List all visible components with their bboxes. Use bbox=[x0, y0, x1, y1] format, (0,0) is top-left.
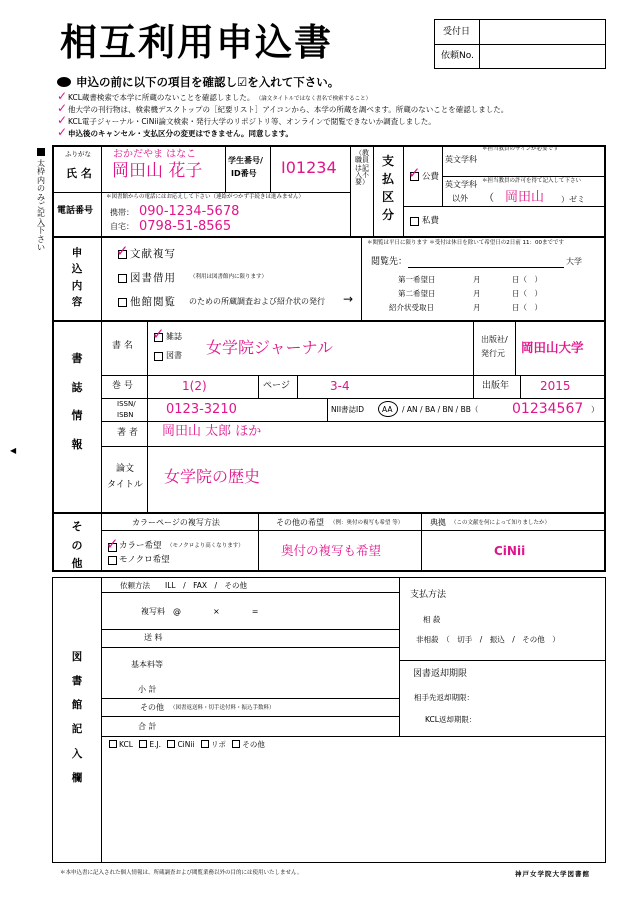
copy-label: 文献複写 bbox=[130, 248, 176, 260]
publisher-label-1: 出版社/ bbox=[481, 335, 508, 344]
issn-label-1: ISSN/ bbox=[117, 400, 136, 408]
checkmark-icon: ✓ bbox=[57, 101, 68, 115]
nii-aa: AA bbox=[382, 405, 393, 414]
title-label: 書 名 bbox=[112, 341, 133, 351]
repository-checkbox[interactable]: リポ bbox=[201, 740, 226, 749]
request-label: 申込内容 bbox=[71, 247, 83, 308]
publisher-value[interactable]: 岡田山大学 bbox=[521, 340, 584, 355]
magazine-label: 雑誌 bbox=[166, 332, 182, 341]
checkmark-icon: ✓ bbox=[57, 125, 68, 139]
mono-option-label: モノクロ希望 bbox=[119, 555, 170, 565]
seminar-value[interactable]: 岡田山 bbox=[505, 190, 545, 205]
ej-checkbox[interactable]: E.J. bbox=[139, 740, 161, 749]
issn-value[interactable]: 0123-3210 bbox=[166, 402, 237, 417]
dept2-note: ＊担当教員の許可を得て記入して下さい bbox=[482, 178, 582, 184]
destination-label: 閲覧先： bbox=[371, 257, 408, 267]
cinii-checkbox[interactable]: CiNii bbox=[167, 740, 194, 749]
other-wish-value[interactable]: 奥付の複写も希望 bbox=[281, 543, 382, 558]
mono-checkbox[interactable] bbox=[108, 556, 117, 565]
checkmark-icon: ✓ bbox=[106, 535, 119, 553]
private-fund-checkbox[interactable] bbox=[410, 217, 419, 226]
checkmark-icon: ✓ bbox=[116, 242, 129, 260]
other-fee-label: その他 bbox=[140, 703, 164, 712]
visit-checkbox[interactable] bbox=[118, 298, 127, 307]
loan-checkbox[interactable] bbox=[118, 274, 127, 283]
color-header: カラーページの複写方法 bbox=[132, 518, 220, 527]
source-note: （この文献を何によって知りましたか） bbox=[451, 520, 551, 526]
biblio-label: 書誌情報 bbox=[71, 352, 83, 451]
home-label: 自宅： bbox=[110, 222, 134, 231]
phone-label: 電話番号 bbox=[57, 206, 94, 216]
checkmark-icon: ✓ bbox=[57, 89, 68, 103]
request-method-line: 依頼方法 ILL / FAX / その他 bbox=[120, 581, 248, 590]
checkmark-icon: ✓ bbox=[57, 113, 68, 127]
title-value[interactable]: 女学院ジャーナル bbox=[206, 338, 333, 357]
dept1-label: 英文学科 bbox=[445, 155, 477, 164]
issn-label-2: ISBN bbox=[117, 411, 134, 419]
library-check-options bbox=[109, 740, 265, 749]
nii-id-value[interactable]: 01234567 bbox=[512, 401, 584, 417]
payment-side-label: （教職員は記入不要） bbox=[355, 149, 369, 187]
source-header: 典拠 bbox=[430, 518, 446, 527]
office-use-box bbox=[434, 19, 606, 69]
nii-label: NII書誌ID bbox=[331, 405, 365, 414]
mobile-label: 携帯： bbox=[110, 208, 134, 217]
article-label-1: 論文 bbox=[116, 464, 135, 474]
left-arrow-icon: ◀ bbox=[10, 446, 17, 455]
dept1-note: ＊担当教員のサインが必要です bbox=[482, 146, 559, 152]
date-second-label: 第二希望日 bbox=[398, 289, 436, 298]
received-date-label: 受付日 bbox=[443, 27, 471, 37]
year-value[interactable]: 2015 bbox=[540, 379, 571, 393]
color-option-label: カラー希望 bbox=[119, 541, 162, 551]
checkmark-icon: ✓ bbox=[408, 164, 421, 182]
book-label: 図書 bbox=[166, 351, 182, 360]
loan-label: 図書借用 bbox=[130, 272, 176, 284]
name-label: 氏 名 bbox=[66, 167, 92, 180]
seminar-suffix: ）ゼミ bbox=[561, 195, 585, 204]
private-fund-label: 私費 bbox=[422, 216, 440, 226]
library-label: 図書館記入欄 bbox=[71, 651, 83, 784]
library-name: 神戸女学院大学図書館 bbox=[515, 870, 590, 878]
date-letter-label: 紹介状受取日 bbox=[389, 303, 434, 312]
speech-bubble-icon bbox=[57, 77, 71, 87]
return-header: 図書返却期限 bbox=[413, 669, 468, 679]
public-fund-label: 公費 bbox=[422, 172, 440, 182]
home-value[interactable]: 0798-51-8565 bbox=[139, 219, 232, 234]
kcl-checkbox[interactable]: KCL bbox=[109, 740, 133, 749]
visit-notes: ＊閲覧は平日に限ります ＊受付は休日を除いて希望日の2日前 11：00までです bbox=[367, 240, 564, 246]
name-value[interactable]: 岡田山 花子 bbox=[112, 161, 203, 181]
article-title-value[interactable]: 女学院の歴史 bbox=[164, 467, 261, 486]
privacy-note: ＊本申込書に記入された個人情報は、所蔵調査および閲覧業務以外の目的には使用いたしません。 bbox=[60, 870, 303, 876]
mobile-value[interactable]: 090-1234-5678 bbox=[139, 204, 240, 219]
copy-fee-line: 複写料 @ × = bbox=[141, 607, 259, 616]
id-value[interactable]: I01234 bbox=[281, 158, 337, 177]
nii-types: / AN / BA / BN / BB（ bbox=[402, 405, 479, 414]
visit-note: のための所蔵調査および紹介状の発行 bbox=[189, 297, 325, 306]
side-note: 太枠内のみご記入下さい bbox=[37, 159, 45, 252]
partner-return-label: 相手先返却期限： bbox=[414, 693, 474, 702]
others-label: その他 bbox=[71, 520, 83, 571]
right-arrow-icon: → bbox=[343, 292, 354, 306]
article-label-2: タイトル bbox=[107, 480, 143, 490]
book-checkbox[interactable] bbox=[154, 352, 163, 361]
request-no-label: 依頼No. bbox=[441, 51, 474, 61]
payment-method-label: 支払方法 bbox=[410, 590, 447, 600]
offset-label: 相 殺 bbox=[423, 615, 441, 624]
other-dept-label: 以外 bbox=[452, 194, 468, 203]
year-label: 出版年 bbox=[482, 381, 510, 391]
author-label: 著 者 bbox=[117, 428, 138, 438]
volume-label: 巻 号 bbox=[112, 381, 133, 391]
author-value[interactable]: 岡田山 太郎 ほか bbox=[162, 424, 262, 439]
subtotal-label: 小 計 bbox=[138, 685, 157, 694]
postage-label: 送 料 bbox=[144, 633, 163, 642]
pages-value[interactable]: 3-4 bbox=[330, 379, 350, 393]
other-wish-header: その他の希望 bbox=[276, 518, 324, 527]
date-first-label: 第一希望日 bbox=[398, 275, 436, 284]
color-option-note: （モノクロより高くなります） bbox=[167, 543, 244, 549]
library-use-section bbox=[52, 577, 606, 863]
university-suffix: 大学 bbox=[566, 257, 582, 266]
furigana-label: ふりがな bbox=[65, 150, 91, 158]
visit-label: 他館閲覧 bbox=[130, 296, 176, 308]
dept2-label: 英文学科 bbox=[445, 180, 477, 189]
notice-heading: 申込の前に以下の項目を確認し☑を入れて下さい。 bbox=[76, 75, 340, 89]
other-fee-note: （図書返送料・切手送付料・振込手数料） bbox=[170, 705, 275, 711]
loan-note: （利用は図書館内に限ります） bbox=[190, 274, 268, 280]
non-offset-label: 非相殺 （ 切手 / 振込 / その他 ） bbox=[416, 635, 560, 644]
publisher-label-2: 発行元 bbox=[481, 349, 505, 358]
id-label-2: ID番号 bbox=[231, 169, 257, 178]
page-label: ページ bbox=[263, 381, 290, 391]
square-bullet-icon bbox=[37, 148, 45, 156]
applicant-form bbox=[52, 145, 606, 572]
source-value[interactable]: CiNii bbox=[494, 544, 526, 558]
phone-note: ＊図書館からの電話にはお応えして下さい（連絡がつかず手続きは進みません） bbox=[106, 194, 305, 200]
payment-label: 支払区分 bbox=[381, 154, 394, 222]
page-title: 相互利用申込書 bbox=[60, 21, 333, 64]
checkmark-icon: ✓ bbox=[152, 325, 165, 343]
other-wish-note: （例：奥付の複写も希望 等） bbox=[330, 520, 404, 526]
volume-value[interactable]: 1(2) bbox=[182, 379, 207, 393]
kcl-return-label: KCL返却期限： bbox=[425, 715, 477, 724]
base-fee-label: 基本料等 bbox=[131, 660, 163, 669]
total-label: 合 計 bbox=[138, 722, 157, 731]
furigana-value[interactable]: おかだやま はなこ bbox=[113, 149, 197, 160]
other-checkbox[interactable]: その他 bbox=[232, 740, 265, 749]
id-label-1: 学生番号/ bbox=[228, 156, 263, 165]
